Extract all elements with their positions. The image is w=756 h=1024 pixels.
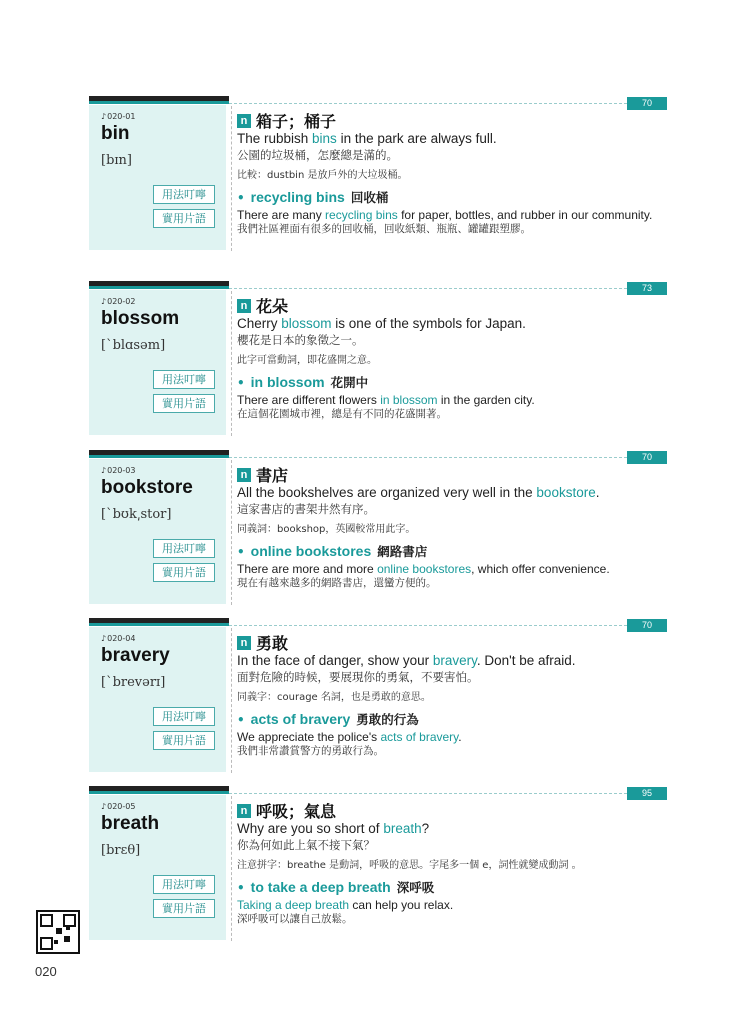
headword: blossom	[101, 308, 180, 329]
phrase-english: acts of bravery	[250, 711, 351, 727]
part-of-speech-badge: n	[237, 804, 251, 818]
dot-icon: •	[237, 713, 245, 727]
phrase-translation: 在這個花園城市裡，總是有不同的花盛開著。	[237, 408, 447, 420]
dot-icon: •	[237, 191, 245, 205]
phrases-tag: 實用片語	[153, 899, 215, 918]
meaning: 書店	[256, 466, 289, 485]
definition-panel	[237, 110, 667, 237]
phrase-highlight: Taking a deep breath	[237, 898, 350, 912]
word-panel	[89, 795, 226, 940]
dot-icon: •	[237, 376, 245, 390]
part-of-speech-badge: n	[237, 299, 251, 313]
word-panel	[89, 290, 226, 435]
meaning: 花朵	[256, 297, 289, 316]
divider-bar-accent	[89, 623, 229, 626]
phrase-chinese: 網路書店	[377, 544, 428, 559]
divider-rule	[229, 103, 667, 104]
divider-bar-accent	[89, 791, 229, 794]
phrases-tag: 實用片語	[153, 209, 215, 228]
meaning: 呼吸；氣息	[256, 802, 337, 821]
definition-panel	[237, 295, 667, 422]
music-note-icon[interactable]: ♪	[101, 297, 107, 306]
word-panel	[89, 459, 226, 604]
phrase-chinese: 深呼吸	[396, 880, 435, 895]
phrase-chinese: 花開中	[330, 375, 369, 390]
vocab-entry	[89, 786, 667, 951]
audio-track-number: 020-02	[107, 297, 136, 306]
score-badge: 95	[627, 787, 667, 800]
divider-rule	[229, 288, 667, 289]
column-divider	[231, 291, 232, 436]
column-divider	[231, 460, 232, 605]
word-panel	[89, 627, 226, 772]
example-sentence: The rubbish bins in the park are always full.	[237, 131, 497, 146]
column-divider	[231, 106, 232, 251]
music-note-icon[interactable]: ♪	[101, 802, 107, 811]
usage-note: 比較：dustbin 是放戶外的大垃圾桶。	[237, 170, 408, 181]
audio-track-number: 020-05	[107, 802, 136, 811]
phonetic: [brɛθ]	[101, 843, 141, 858]
phrase-heading	[237, 709, 667, 730]
part-of-speech-badge: n	[237, 468, 251, 482]
phrase-highlight: in blossom	[380, 393, 438, 407]
phonetic: [`bʊk͵stor]	[101, 507, 172, 522]
phrase-heading	[237, 187, 667, 208]
audio-track[interactable]	[101, 802, 135, 811]
column-divider	[231, 796, 232, 941]
vocab-entry	[89, 281, 667, 446]
definition-panel	[237, 800, 667, 927]
phrase-english: online bookstores	[250, 543, 372, 559]
example-translation: 櫻花是日本的象徵之一。	[237, 333, 364, 347]
part-of-speech-badge: n	[237, 114, 251, 128]
meaning-line	[237, 464, 667, 485]
meaning-line	[237, 295, 667, 316]
audio-track[interactable]	[101, 466, 135, 475]
meaning-line	[237, 110, 667, 131]
audio-track-number: 020-03	[107, 466, 136, 475]
phrase-chinese: 回收桶	[350, 190, 389, 205]
part-of-speech-badge: n	[237, 636, 251, 650]
usage-note: 同義字：courage 名詞，也是勇敢的意思。	[237, 692, 431, 703]
phrase-translation: 深呼吸可以讓自己放鬆。	[237, 913, 353, 925]
score-badge: 70	[627, 97, 667, 110]
audio-track-number: 020-04	[107, 634, 136, 643]
divider-bar-accent	[89, 455, 229, 458]
meaning: 箱子；桶子	[256, 112, 337, 131]
headword: bravery	[101, 645, 170, 666]
phrase-example: There are more and more online bookstores, which offer convenience.	[237, 562, 610, 576]
phrase-example: There are different flowers in blossom in the garden city.	[237, 393, 535, 407]
page-number: 020	[35, 964, 57, 979]
meaning-line	[237, 632, 667, 653]
usage-tag: 用法叮嚀	[153, 539, 215, 558]
audio-track[interactable]	[101, 297, 135, 306]
phrase-english: recycling bins	[250, 189, 345, 205]
divider-rule	[229, 457, 667, 458]
phrase-english: to take a deep breath	[250, 879, 391, 895]
example-highlight: bins	[312, 131, 337, 146]
music-note-icon[interactable]: ♪	[101, 466, 107, 475]
definition-panel	[237, 632, 667, 759]
meaning-line	[237, 800, 667, 821]
example-translation: 面對危險的時候，要展現你的勇氣，不要害怕。	[237, 670, 479, 684]
audio-track[interactable]	[101, 112, 135, 121]
meaning: 勇敢	[256, 634, 289, 653]
headword: bookstore	[101, 477, 193, 498]
vocab-entry	[89, 450, 667, 615]
usage-note: 同義詞：bookshop，英國較常用此字。	[237, 524, 416, 535]
phrase-heading	[237, 372, 667, 393]
qr-code-icon[interactable]	[36, 910, 80, 954]
example-sentence: Cherry blossom is one of the symbols for Japan.	[237, 316, 526, 331]
audio-track[interactable]	[101, 634, 135, 643]
phonetic: [`brevərɪ]	[101, 675, 166, 690]
phonetic: [`blɑsəm]	[101, 338, 166, 353]
headword: breath	[101, 813, 160, 834]
phrase-heading	[237, 541, 667, 562]
word-panel	[89, 105, 226, 250]
phrase-example: Taking a deep breath can help you relax.	[237, 898, 454, 912]
phrases-tag: 實用片語	[153, 731, 215, 750]
dot-icon: •	[237, 881, 245, 895]
example-sentence: In the face of danger, show your bravery. Don't be afraid.	[237, 653, 576, 668]
example-highlight: breath	[383, 821, 422, 836]
phrase-english: in blossom	[250, 374, 325, 390]
music-note-icon[interactable]: ♪	[101, 112, 107, 121]
example-highlight: bravery	[432, 653, 477, 668]
usage-note: 注意拼字：breathe 是動詞，呼吸的意思。字尾多一個 e，詞性就變成動詞 。	[237, 860, 582, 871]
example-highlight: bookstore	[536, 485, 596, 500]
example-sentence: Why are you so short of breath?	[237, 821, 430, 836]
usage-note: 此字可當動詞，即花盛開之意。	[237, 355, 377, 366]
column-divider	[231, 628, 232, 773]
music-note-icon[interactable]: ♪	[101, 634, 107, 643]
score-badge: 70	[627, 451, 667, 464]
phrases-tag: 實用片語	[153, 563, 215, 582]
headword: bin	[101, 123, 130, 144]
divider-rule	[229, 625, 667, 626]
phrase-highlight: recycling bins	[325, 208, 398, 222]
definition-panel	[237, 464, 667, 591]
phrase-translation: 我們社區裡面有很多的回收桶，回收紙類、瓶瓶、罐罐跟塑膠。	[237, 223, 531, 235]
divider-bar-accent	[89, 101, 229, 104]
phrase-example: There are many recycling bins for paper, bottles, and rubber in our community.	[237, 208, 653, 222]
phrases-tag: 實用片語	[153, 394, 215, 413]
phonetic: [bɪn]	[101, 153, 132, 168]
dot-icon: •	[237, 545, 245, 559]
example-translation: 你為何如此上氣不接下氣？	[237, 838, 375, 852]
example-translation: 公園的垃圾桶，怎麼總是滿的。	[237, 148, 398, 162]
example-translation: 這家書店的書架井然有序。	[237, 502, 375, 516]
audio-track-number: 020-01	[107, 112, 136, 121]
usage-tag: 用法叮嚀	[153, 875, 215, 894]
vocab-entry	[89, 618, 667, 783]
phrase-example: We appreciate the police's acts of bravery.	[237, 730, 462, 744]
usage-tag: 用法叮嚀	[153, 707, 215, 726]
divider-rule	[229, 793, 667, 794]
phrase-heading	[237, 877, 667, 898]
example-highlight: blossom	[281, 316, 332, 331]
phrase-highlight: online bookstores	[377, 562, 472, 576]
example-sentence: All the bookshelves are organized very well in the bookstore.	[237, 485, 600, 500]
vocab-entry	[89, 96, 667, 261]
usage-tag: 用法叮嚀	[153, 185, 215, 204]
divider-bar-accent	[89, 286, 229, 289]
usage-tag: 用法叮嚀	[153, 370, 215, 389]
phrase-translation: 我們非常讚賞警方的勇敢行為。	[237, 745, 384, 757]
phrase-highlight: acts of bravery	[380, 730, 459, 744]
score-badge: 70	[627, 619, 667, 632]
phrase-translation: 現在有越來越多的網路書店，還蠻方便的。	[237, 577, 437, 589]
score-badge: 73	[627, 282, 667, 295]
phrase-chinese: 勇敢的行為	[356, 712, 419, 727]
